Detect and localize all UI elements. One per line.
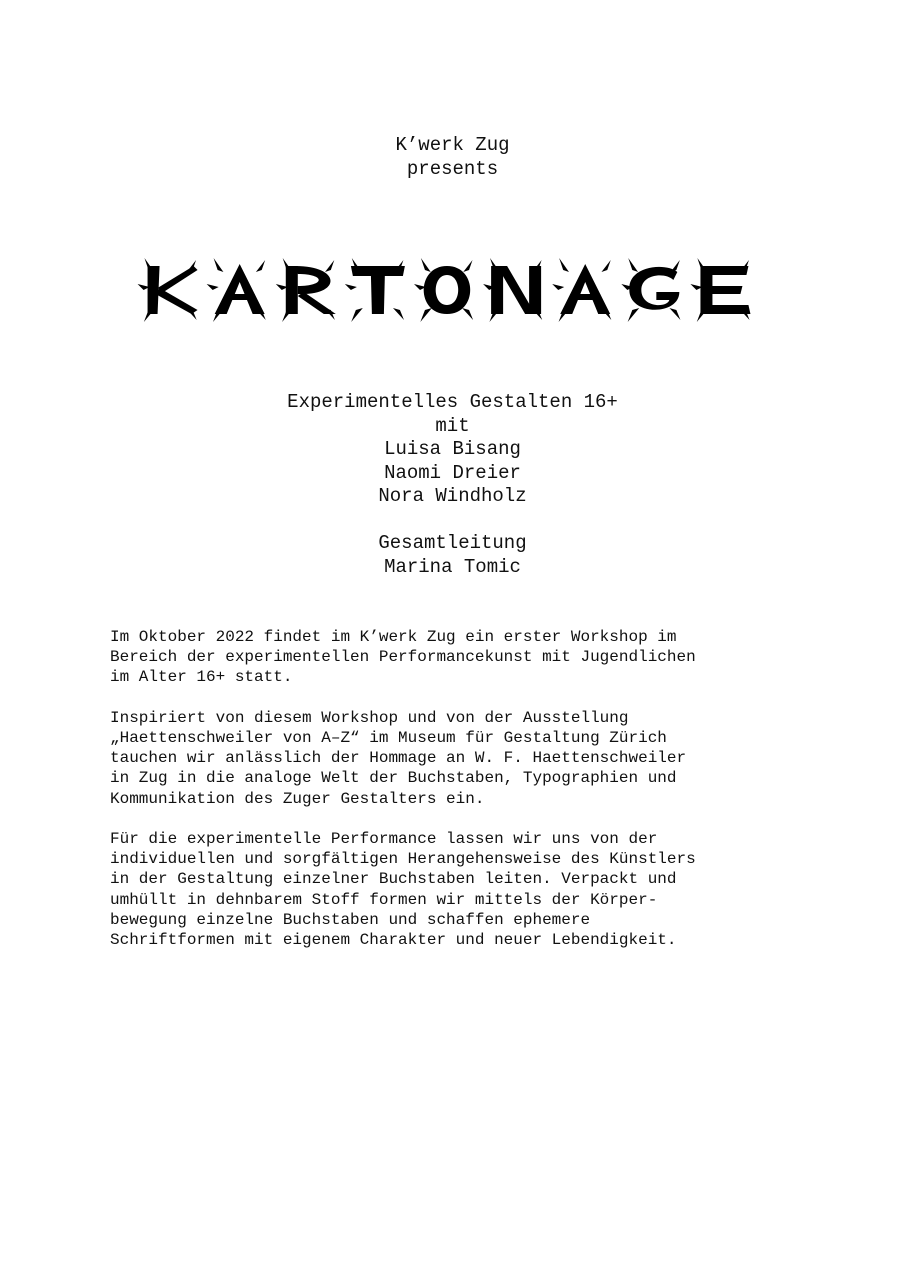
instructor-name: Luisa Bisang	[384, 438, 521, 460]
text-line: umhüllt in dehnbarem Stoff formen wir mittels der Körper-	[110, 890, 658, 909]
credits-block	[0, 391, 905, 579]
text-line: Im Oktober 2022 findet im K’werk Zug ein erster Workshop im	[110, 628, 677, 646]
lead-name: Marina Tomic	[384, 555, 521, 578]
logo-letter-t	[345, 258, 405, 322]
text-line: „Haettenschweiler von A–Z“ im Museum für Gestaltung Zürich	[110, 729, 667, 747]
text-line: bewegung einzelne Buchstaben und schaffen ephemere	[110, 910, 591, 929]
text-line: Bereich der experimentellen Performancekunst mit Jugendlichen	[110, 648, 696, 667]
text-line: Inspiriert von diesem Workshop und von der Ausstellung	[110, 708, 629, 727]
paragraph	[110, 708, 790, 809]
presents-label: presents	[406, 157, 499, 180]
kartonage-logo	[136, 258, 758, 322]
text-line: in Zug in die analoge Welt der Buchstaben, Typographien und	[110, 769, 677, 788]
lead-label: Gesamtleitung	[378, 532, 527, 554]
logo-letter-e	[690, 258, 750, 322]
text-line: in der Gestaltung einzelner Buchstaben leiten. Verpackt und	[110, 870, 677, 889]
paragraph	[110, 829, 790, 950]
with-label: mit	[435, 414, 470, 437]
presenter-block	[0, 134, 905, 181]
logo-letter-r	[276, 258, 336, 322]
text-line: Schriftformen mit eigenem Charakter und neuer Lebendigkeit.	[110, 931, 677, 950]
logo-letter-a	[552, 258, 611, 322]
logo-letter-o	[414, 258, 473, 322]
instructor-name: Naomi Dreier	[384, 461, 521, 484]
text-line: Kommunikation des Zuger Gestalters ein.	[110, 789, 485, 808]
logo-letter-k	[138, 258, 198, 322]
logo-letter-g	[621, 258, 680, 322]
text-line: Für die experimentelle Performance lassen wir uns von der	[110, 830, 658, 848]
organizer-name: K’werk Zug	[395, 134, 510, 156]
paragraph	[110, 627, 790, 688]
spacer	[0, 509, 905, 533]
text-line: im Alter 16+ statt.	[110, 668, 293, 687]
text-line: individuellen und sorgfältigen Herangehensweise des Künstlers	[110, 850, 696, 869]
text-line: tauchen wir anlässlich der Hommage an W. F. Haettenschweiler	[110, 749, 687, 768]
logo-letter-a	[207, 258, 266, 322]
logo-letter-n	[483, 258, 542, 322]
description	[110, 627, 790, 970]
instructor-name: Nora Windholz	[378, 485, 527, 507]
course-title: Experimentelles Gestalten 16+	[287, 391, 618, 413]
